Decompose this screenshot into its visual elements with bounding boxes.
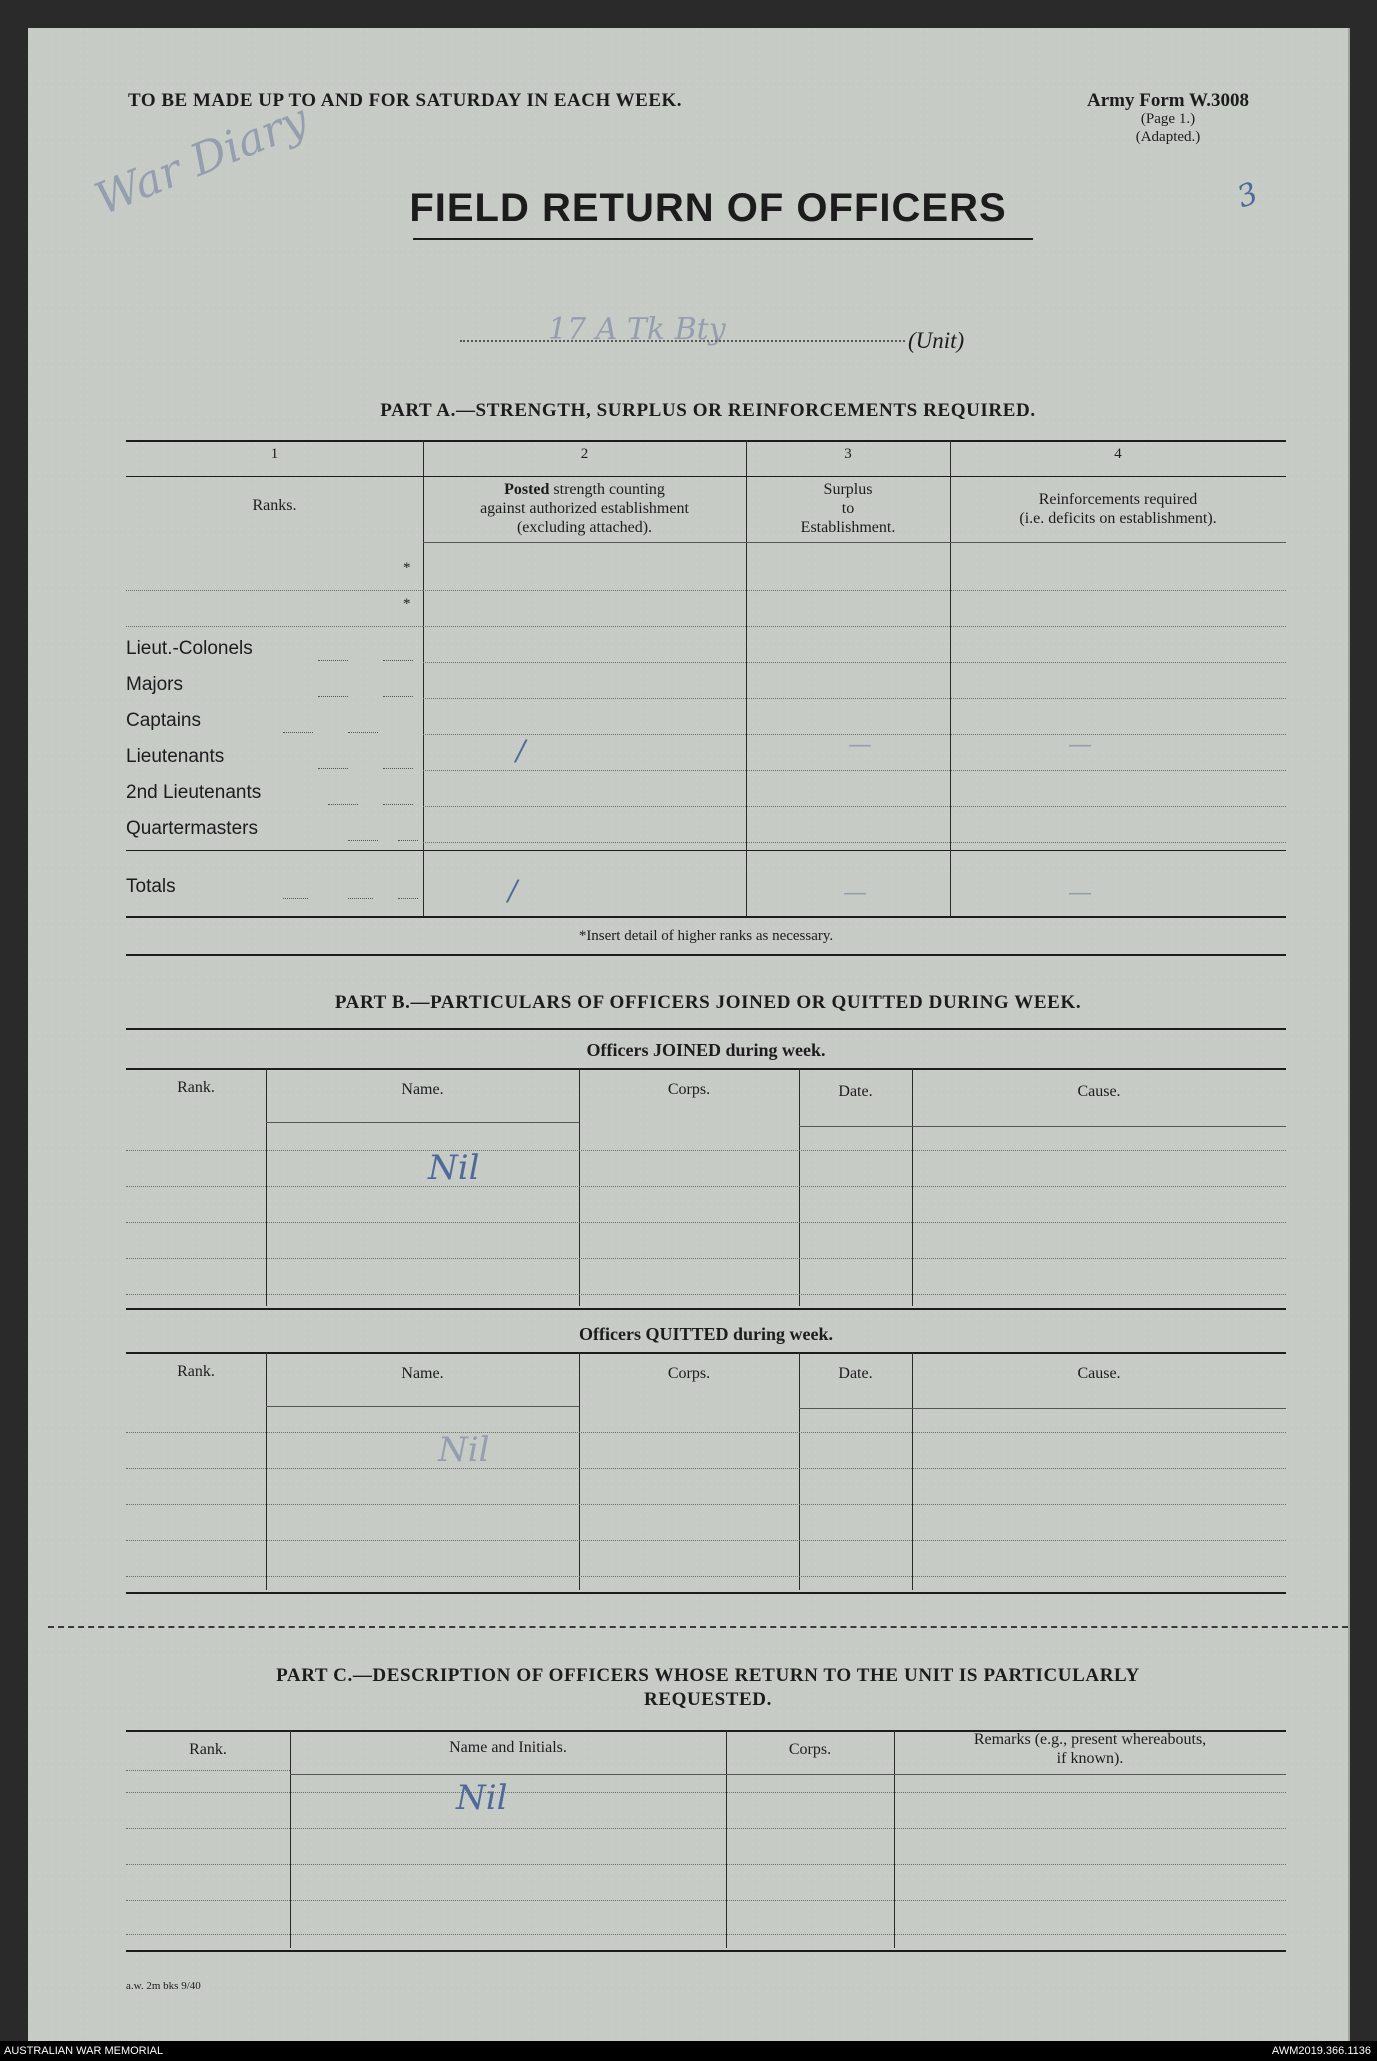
data-row-line <box>423 770 1286 771</box>
part-c-row-line <box>126 1864 1286 1865</box>
leader-dots <box>318 660 348 661</box>
surplus-line2: to <box>841 500 855 517</box>
col-number-1: 1 <box>270 446 279 462</box>
leader-dots <box>383 804 413 805</box>
joined-divider <box>912 1068 913 1306</box>
col-header-reinforcements <box>950 490 1286 528</box>
joined-post: during week. <box>720 1040 826 1060</box>
leader-dots <box>318 768 348 769</box>
rank-2nd-lieutenants: 2nd Lieutenants <box>126 782 262 803</box>
posted-rest: strength counting <box>549 481 665 498</box>
higher-rank-line-2 <box>126 626 423 627</box>
joined-pre: Officers <box>586 1040 653 1060</box>
joined-col-corps: Corps. <box>667 1081 711 1098</box>
quitted-col-cause: Cause. <box>1077 1365 1121 1382</box>
part-c-divider <box>726 1730 727 1948</box>
joined-name-rule <box>266 1122 579 1123</box>
quitted-nil-handwriting: Nil <box>438 1430 490 1470</box>
part-a-totals-rule <box>126 850 1286 851</box>
asterisk-2: * <box>403 596 411 612</box>
part-c-col-remarks <box>894 1730 1286 1768</box>
rank-captains: Captains <box>126 710 201 731</box>
quitted-table-top <box>126 1352 1286 1354</box>
part-a-footnote: *Insert detail of higher ranks as necessary. <box>578 928 834 944</box>
form-number: Army Form W.3008 <box>1086 90 1249 111</box>
rank-majors: Majors <box>126 674 184 695</box>
leader-dots <box>398 898 418 899</box>
rank-lieutenants: Lieutenants <box>126 746 225 767</box>
quitted-name-rule <box>266 1406 579 1407</box>
leader-dots <box>398 840 418 841</box>
col-number-2: 2 <box>580 446 589 462</box>
remarks-line2: if known). <box>1056 1750 1124 1767</box>
quitted-subtitle <box>126 1324 1286 1345</box>
unit-label: (Unit) <box>908 328 965 353</box>
posted-bold: Posted <box>504 481 550 498</box>
part-c-divider <box>894 1730 895 1948</box>
unit-field-line <box>460 340 905 342</box>
part-c-table-bottom <box>126 1950 1286 1952</box>
leader-dots <box>318 696 348 697</box>
joined-row-line <box>126 1258 1286 1259</box>
col-header-ranks: Ranks. <box>252 497 297 514</box>
page-title: FIELD RETURN OF OFFICERS <box>409 186 1007 230</box>
quitted-col-corps: Corps. <box>667 1365 711 1382</box>
posted-line2: against authorized establishment <box>480 500 689 517</box>
page-number: (Page 1.) <box>1140 111 1196 127</box>
data-row-line <box>423 842 1286 843</box>
quitted-cause-rule <box>799 1408 1286 1409</box>
joined-row-line <box>126 1186 1286 1187</box>
leader-dots <box>328 804 358 805</box>
quitted-row-line <box>126 1576 1286 1577</box>
unit-handwriting: 17 A Tk Bty <box>548 312 726 347</box>
footer-left: AUSTRALIAN WAR MEMORIAL <box>4 2045 164 2057</box>
part-c-row-line <box>126 1900 1286 1901</box>
printer-code: a.w. 2m bks 9/40 <box>126 1980 201 1992</box>
joined-divider <box>266 1068 267 1306</box>
joined-word: JOINED <box>652 1040 721 1060</box>
col-header-posted <box>423 480 746 537</box>
leader-dots <box>383 696 413 697</box>
part-a-top-rule <box>126 440 1286 442</box>
joined-col-rank: Rank. <box>177 1079 215 1096</box>
joined-col-cause: Cause. <box>1077 1083 1121 1100</box>
part-c-row-line <box>126 1770 290 1771</box>
col-header-surplus <box>746 480 950 537</box>
part-b-title: PART B.—PARTICULARS OF OFFICERS JOINED OR QUITTED DURING WEEK. <box>334 992 1082 1013</box>
leader-dots <box>283 898 308 899</box>
part-c-row-line <box>126 1792 1286 1793</box>
part-b-top-rule <box>126 1028 1286 1030</box>
data-row-line <box>423 590 1286 591</box>
rank-quartermasters: Quartermasters <box>126 818 258 839</box>
quitted-post: during week. <box>728 1324 833 1344</box>
data-row-line <box>423 626 1286 627</box>
leader-dots <box>348 732 378 733</box>
data-row-line <box>423 698 1286 699</box>
reinforcements-line2: (i.e. deficits on establishment). <box>1019 510 1217 527</box>
joined-col-date: Date. <box>838 1083 873 1100</box>
col-number-3: 3 <box>844 446 852 462</box>
quitted-word: QUITTED <box>645 1324 729 1344</box>
part-c-row-line <box>126 1828 1286 1829</box>
surplus-line1: Surplus <box>823 481 873 498</box>
joined-row-line <box>126 1150 1286 1151</box>
quitted-col-rank: Rank. <box>177 1363 215 1380</box>
part-a-footnote-rule <box>126 954 1286 956</box>
quitted-divider <box>799 1352 800 1590</box>
form-sheet <box>28 28 1350 2041</box>
rank-lieut-colonels: Lieut.-Colonels <box>126 638 253 659</box>
part-c-nil-handwriting: Nil <box>456 1778 508 1818</box>
quitted-row-line <box>126 1432 1286 1433</box>
part-c-title-line2: REQUESTED. <box>644 1689 772 1710</box>
quitted-divider <box>579 1352 580 1590</box>
quitted-pre: Officers <box>578 1324 646 1344</box>
part-a-bottom-rule <box>126 916 1286 918</box>
leader-dots <box>383 768 413 769</box>
leader-dots <box>348 898 373 899</box>
quitted-row-line <box>126 1504 1286 1505</box>
remarks-line1: Remarks (e.g., present whereabouts, <box>973 1731 1207 1748</box>
totals-surplus-dash: — <box>843 878 867 906</box>
col-number-4: 4 <box>1114 446 1122 462</box>
quitted-row-line <box>126 1468 1286 1469</box>
posted-line3: (excluding attached). <box>516 519 653 536</box>
part-a-header-bottom-rule <box>423 542 1286 543</box>
joined-subtitle <box>126 1040 1286 1061</box>
data-row-line <box>423 662 1286 663</box>
totals-posted-mark: / <box>508 874 518 907</box>
part-c-title <box>128 1664 1288 1712</box>
leader-dots <box>348 840 378 841</box>
surplus-line3: Establishment. <box>800 519 896 536</box>
joined-table-bottom <box>126 1308 1286 1310</box>
higher-rank-line-1 <box>126 590 423 591</box>
title-underline <box>413 238 1033 240</box>
cut-line <box>48 1626 1348 1628</box>
quitted-col-date: Date. <box>838 1365 873 1382</box>
totals-reinf-dash: — <box>1068 878 1092 906</box>
part-c-col-rank: Rank. <box>189 1741 227 1758</box>
joined-col-name: Name. <box>401 1081 444 1098</box>
quitted-col-name: Name. <box>401 1365 444 1382</box>
part-a-title: PART A.—STRENGTH, SURPLUS OR REINFORCEMENTS REQUIRED. <box>380 400 1036 421</box>
instruction-text: TO BE MADE UP TO AND FOR SATURDAY IN EACH WEEK. <box>128 90 683 111</box>
quitted-divider <box>912 1352 913 1590</box>
part-a-number-rule <box>126 476 1286 477</box>
leader-dots <box>283 732 313 733</box>
joined-divider <box>579 1068 580 1306</box>
quitted-divider <box>266 1352 267 1590</box>
part-c-row-line <box>126 1934 1286 1935</box>
lieutenants-reinf-dash: — <box>1068 730 1092 758</box>
data-row-line <box>423 806 1286 807</box>
joined-nil-handwriting: Nil <box>428 1148 480 1188</box>
part-c-header-rule <box>290 1774 1286 1775</box>
asterisk-1: * <box>403 560 411 576</box>
joined-row-line <box>126 1294 1286 1295</box>
joined-table-top <box>126 1068 1286 1070</box>
joined-cause-rule <box>799 1126 1286 1127</box>
adapted-note: (Adapted.) <box>1135 129 1201 145</box>
lieutenants-surplus-dash: — <box>848 730 872 758</box>
lieutenants-posted-mark: / <box>516 734 526 767</box>
quitted-row-line <box>126 1540 1286 1541</box>
joined-row-line <box>126 1222 1286 1223</box>
war-diary-handwriting: War Diary <box>88 94 315 226</box>
quitted-table-bottom <box>126 1592 1286 1594</box>
part-c-col-corps: Corps. <box>788 1741 832 1758</box>
reinforcements-line1: Reinforcements required <box>1038 491 1198 508</box>
part-c-col-name: Name and Initials. <box>449 1739 567 1756</box>
part-c-title-line1: PART C.—DESCRIPTION OF OFFICERS WHOSE RETURN TO THE UNIT IS PARTICULARLY <box>276 1665 1140 1686</box>
joined-divider <box>799 1068 800 1306</box>
corner-handwriting: 3 <box>1232 175 1263 216</box>
footer-right: AWM2019.366.1136 <box>1271 2045 1371 2057</box>
archive-footer <box>0 2041 1377 2061</box>
leader-dots <box>383 660 413 661</box>
part-c-divider <box>290 1730 291 1948</box>
form-id-block <box>1048 92 1288 146</box>
rank-totals: Totals <box>126 876 176 897</box>
